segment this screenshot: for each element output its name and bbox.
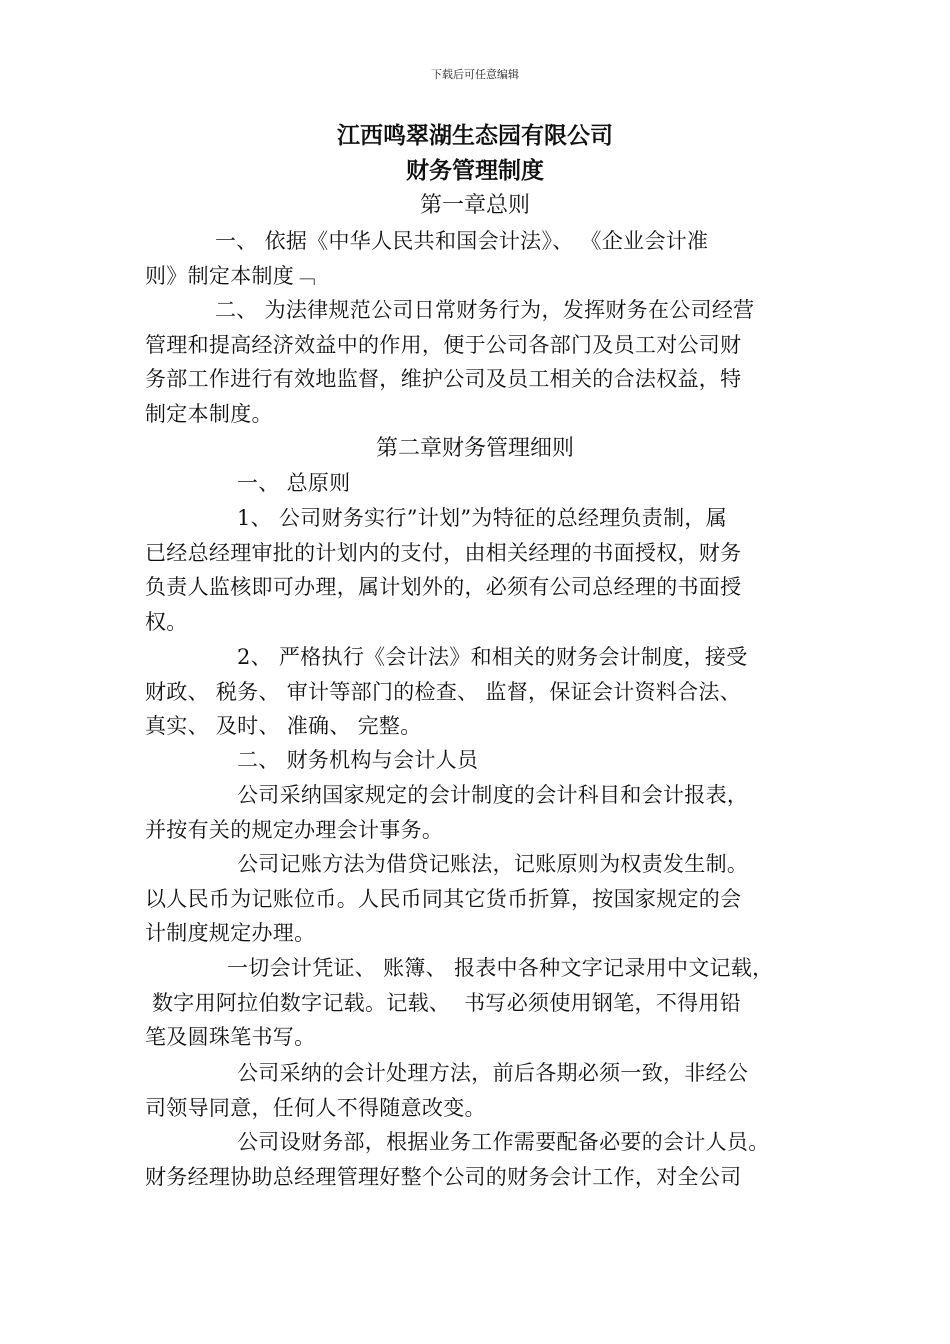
text-line: 数字用阿拉伯数字记载。记载、 书写必须使用钢笔，不得用铅	[145, 990, 742, 1015]
chapter-2-title: 第二章财务管理细则	[375, 436, 574, 461]
text-line: 计制度规定办理。	[145, 921, 316, 945]
text-line: 一、 依据《中华人民共和国会计法》、 《企业会计准	[215, 229, 709, 253]
text-line: 一切会计凭证、 账簿、 报表中各种文字记录用中文记载，	[227, 956, 774, 980]
paragraph-bookkeeping-method	[145, 847, 811, 951]
chapter-1-paragraph-1	[145, 224, 811, 293]
text-line: 2、 严格执行《会计法》和相关的财务会计制度，接受	[237, 645, 748, 669]
text-line: 二、 为法律规范公司日常财务行为，发挥财务在公司经营	[215, 298, 755, 322]
item-2-paragraph	[145, 640, 811, 744]
text-line: 并按有关的规定办理会计事务。	[145, 817, 444, 842]
heading-text: 一、 总原则	[237, 471, 351, 495]
text-line: 以人民币为记账位币。人民币同其它货币折算，按国家规定的会	[145, 886, 742, 911]
item-1-paragraph	[145, 501, 811, 639]
text-line: 公司记账方法为借贷记账法，记账原则为权责发生制。	[237, 852, 749, 876]
text-line: 公司采纳的会计处理方法，前后各期必须一致，非经公	[237, 1061, 749, 1085]
text-line: 权。	[145, 609, 188, 634]
paragraph-recording-rules	[145, 951, 811, 1055]
heading-text: 二、 财务机构与会计人员	[237, 748, 479, 772]
text-line: 负责人监核即可办理，属计划外的，必须有公司总经理的书面授	[145, 575, 742, 599]
paragraph-finance-department	[145, 1125, 811, 1194]
text-line: 公司采纳国家规定的会计制度的会计科目和会计报表，	[237, 783, 749, 807]
document-title: 财务管理制度	[406, 158, 544, 184]
section-1-heading	[145, 466, 811, 501]
text-line: 笔及圆珠笔书写。	[145, 1025, 316, 1049]
paragraph-accounting-system	[145, 778, 811, 847]
text-line: 制定本制度。	[145, 401, 273, 426]
text-line: 司领导同意，任何人不得随意改变。	[145, 1095, 486, 1120]
chapter-1-paragraph-2	[145, 293, 811, 431]
download-note: 下载后可任意编辑	[431, 68, 519, 81]
text-line: 管理和提高经济效益中的作用，便于公司各部门及员工对公司财	[145, 332, 742, 357]
company-name: 江西鸣翠湖生态园有限公司	[337, 123, 613, 149]
text-line: 则》制定本制度﹁	[145, 263, 316, 288]
text-line: 财政、 税务、 审计等部门的检查、 监督，保证会计资料合法、	[145, 679, 742, 704]
text-line: 公司设财务部，根据业务工作需要配备必要的会计人员。	[237, 1130, 770, 1154]
section-2-heading	[145, 743, 811, 778]
chapter-1-title: 第一章总则	[419, 193, 530, 218]
paragraph-consistency	[145, 1056, 811, 1125]
text-line: 财务经理协助总经理管理好整个公司的财务会计工作，对全公司	[145, 1164, 742, 1189]
text-line: 务部工作进行有效地监督，维护公司及员工相关的合法权益，特	[145, 367, 742, 391]
text-line: 真实、 及时、 准确、 完整。	[145, 714, 422, 738]
text-line: 1、 公司财务实行”计划”为特征的总经理负责制，属	[237, 506, 728, 530]
text-line: 已经总经理审批的计划内的支付，由相关经理的书面授权，财务	[145, 540, 742, 565]
